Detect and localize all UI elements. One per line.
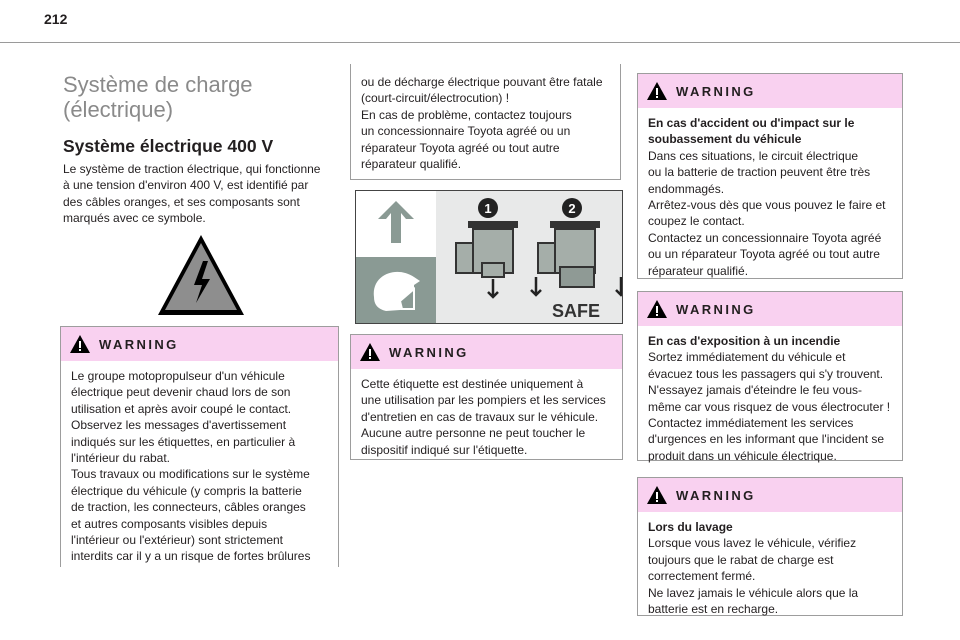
text-line: N'essayez jamais d'éteindre le feu vous-: [648, 383, 863, 398]
text-line: soubassement du véhicule: [648, 132, 802, 147]
text-line: utilisation et après avoir coupé le contact.: [71, 401, 292, 416]
text-line: Sortez immédiatement du véhicule et: [648, 350, 846, 365]
up-arrow-icon: [356, 191, 436, 257]
warning-text: [61, 361, 338, 571]
text-line: interdits car il y a un risque de fortes brûlures: [71, 549, 311, 564]
text-line: réparateur Toyota agréé ou tout autre: [361, 140, 560, 155]
text-line: En cas d'accident ou d'impact sur le: [648, 116, 855, 130]
firefighter-helmet-icon: [356, 257, 436, 323]
text-line: marqués avec ce symbole.: [63, 211, 206, 226]
text-line: batterie est en recharge.: [648, 602, 779, 617]
up-arrow-panel: [356, 191, 436, 257]
text-line: même car vous risquez de vous électrocuter !: [648, 399, 891, 414]
text-line: une utilisation par les pompiers et les services: [361, 393, 606, 408]
text-line: toujours que le rabat de charge est: [648, 552, 834, 567]
text-line: endommagés.: [648, 181, 725, 196]
text-line: correctement fermé.: [648, 569, 756, 584]
text-line: évacuez tous les passagers qui s'y trouvent.: [648, 366, 884, 381]
text-line: dispositif indiqué sur l'étiquette.: [361, 442, 528, 457]
warning-triangle-icon: [646, 299, 668, 319]
text-line: ou un réparateur Toyota agréé ou tout autre: [648, 247, 880, 262]
text-line: ou la batterie de traction peuvent être très: [648, 165, 871, 180]
text-line: des câbles oranges, et ses composants sont: [63, 194, 300, 209]
warning-box-label: [350, 334, 623, 460]
text-line: Arrêtez-vous dès que vous pouvez le faire et: [648, 198, 886, 213]
helmet-panel: [356, 257, 436, 323]
text-line: Ne lavez jamais le véhicule alors que la: [648, 585, 859, 600]
text-line: de traction, les connecteurs, câbles oranges: [71, 500, 306, 515]
warning-triangle-icon: [359, 342, 381, 362]
safety-label-image: [355, 190, 623, 324]
warning-box-fire: [637, 291, 903, 461]
step-2-label: 2: [568, 201, 576, 216]
text-line: électrique peut devenir chaud lors de son: [71, 385, 291, 400]
warning-header: [638, 74, 902, 108]
text-line: Contactez un concessionnaire Toyota agréé: [648, 230, 882, 245]
battery-disconnect-diagram: [436, 191, 622, 323]
text-line: Lors du lavage: [648, 520, 733, 534]
text-line: électrique du véhicule (y compris la batterie: [71, 483, 302, 498]
text-line: Le groupe motopropulseur d'un véhicule: [71, 369, 285, 383]
safe-label: SAFE: [551, 301, 601, 321]
column-1: [63, 72, 339, 317]
high-voltage-symbol-icon: [156, 233, 246, 317]
text-line: réparateur qualifié.: [361, 157, 462, 172]
text-line: En cas d'exposition à un incendie: [648, 334, 841, 348]
text-line: Observez les messages d'avertissement: [71, 418, 287, 433]
text-line: Cette étiquette est destinée uniquement à: [361, 377, 584, 391]
warning-triangle-icon: [69, 334, 91, 354]
warning-triangle-icon: [646, 485, 668, 505]
warning-label: WARNING: [676, 301, 756, 317]
section-title-line: Système de charge: [63, 72, 253, 97]
section-title-line: (électrique): [63, 97, 174, 122]
warning-header: [61, 327, 338, 361]
intro-text: [63, 161, 339, 227]
text-line: Le système de traction électrique, qui fonctionne: [63, 162, 321, 176]
warning-label: WARNING: [389, 344, 469, 360]
warning-text: [648, 148, 892, 279]
warning-box-washing: [637, 477, 903, 616]
text-line: d'urgences en les informant que l'incident se: [648, 432, 885, 447]
warning-label: WARNING: [676, 487, 756, 503]
section-title: [63, 72, 339, 122]
warning-text-continued: [351, 72, 620, 178]
warning-box-accident: [637, 73, 903, 279]
text-line: Lorsque vous lavez le véhicule, vérifiez: [648, 536, 857, 551]
text-line: et autres composants visibles depuis: [71, 516, 268, 531]
warning-header: [638, 292, 902, 326]
header-rule: [0, 42, 960, 43]
warning-title: [648, 333, 892, 349]
step-1-label: 1: [484, 201, 492, 216]
warning-box-powertrain: [60, 326, 339, 567]
subsection-title: Système électrique 400 V: [63, 136, 274, 156]
text-line: à une tension d'environ 400 V, est identifié par: [63, 178, 309, 193]
page-number: 212: [44, 11, 68, 27]
text-line: produit dans un véhicule électrique.: [648, 448, 837, 463]
text-line: Tous travaux ou modifications sur le système: [71, 467, 310, 482]
warning-title: [648, 115, 892, 148]
warning-text: [648, 535, 892, 617]
text-line: réparateur qualifié.: [648, 263, 749, 278]
warning-text: [648, 349, 892, 464]
text-line: l'intérieur ou l'extérieur) sont strictement: [71, 533, 283, 548]
warning-header: [351, 335, 622, 369]
text-line: l'intérieur du rabat.: [71, 451, 171, 466]
text-line: coupez le contact.: [648, 214, 745, 229]
text-line: Dans ces situations, le circuit électrique: [648, 148, 859, 163]
text-line: (court-circuit/électrocution) !: [361, 91, 510, 106]
warning-label: WARNING: [676, 83, 756, 99]
warning-box-continued: [350, 64, 621, 180]
text-line: d'entretien en cas de travaux sur le véhicule.: [361, 409, 599, 424]
warning-title: [648, 519, 892, 535]
text-line: Aucune autre personne ne peut toucher le: [361, 426, 586, 441]
text-line: un concessionnaire Toyota agréé ou un: [361, 124, 571, 139]
text-line: indiqués sur les étiquettes, en particulier à: [71, 434, 296, 449]
warning-header: [638, 478, 902, 512]
warning-text: [351, 369, 622, 464]
text-line: ou de décharge électrique pouvant être fatale: [361, 75, 603, 89]
text-line: En cas de problème, contactez toujours: [361, 107, 572, 122]
warning-label: WARNING: [99, 336, 179, 352]
text-line: Contactez immédiatement les services: [648, 416, 854, 431]
warning-triangle-icon: [646, 81, 668, 101]
